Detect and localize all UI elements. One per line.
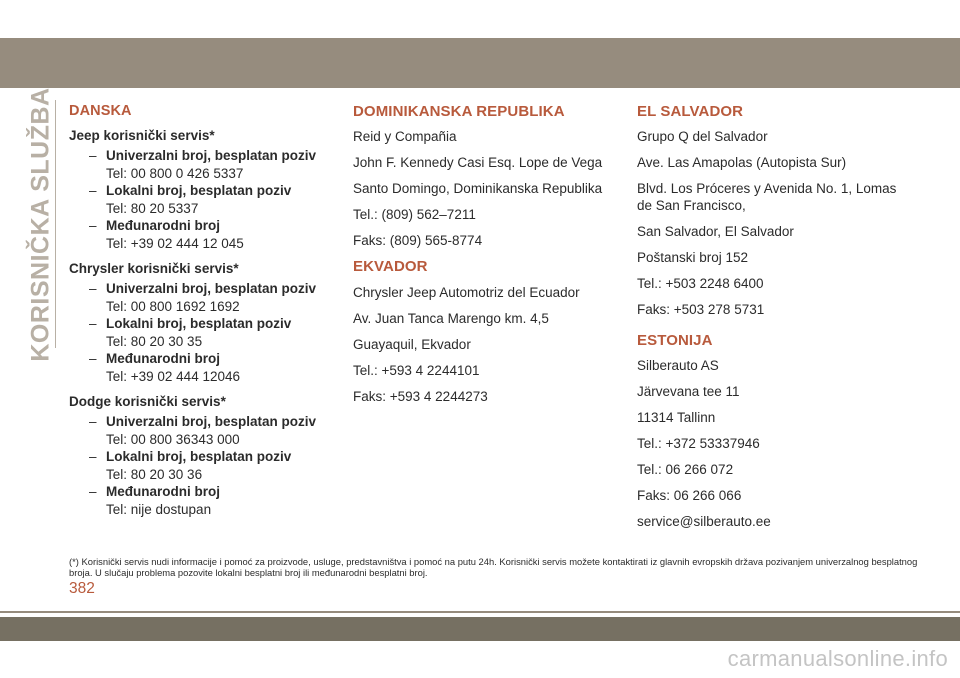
heading-el-salvador: EL SALVADOR (637, 103, 744, 120)
address-line: 11314 Tallinn (637, 410, 716, 426)
bottom-band (0, 617, 960, 641)
address-line: Reid y Compañia (353, 129, 457, 144)
postal-line: Poštanski broj 152 (637, 250, 749, 266)
contact-entry (69, 413, 339, 448)
entry-name: Lokalni broj, besplatan poziv (106, 449, 292, 464)
bottom-rule (0, 611, 960, 613)
entry-phone: Tel: 00 800 1692 1692 (106, 298, 240, 314)
address-line: Guayaquil, Ekvador (353, 337, 471, 352)
entry-phone: Tel: 80 20 5337 (106, 200, 199, 216)
address-line: John F. Kennedy Casi Esq. Lope de Vega (353, 155, 603, 170)
heading-ekvador: EKVADOR (353, 258, 428, 275)
phone-line: Tel.: (809) 562–7211 (353, 207, 476, 222)
entry-name: Međunarodni broj (106, 351, 220, 366)
column-danska (69, 103, 339, 518)
entry-name: Međunarodni broj (106, 484, 220, 499)
fax-line: Faks: 06 266 066 (637, 487, 742, 503)
entry-name: Lokalni broj, besplatan poziv (106, 316, 292, 331)
entry-phone: Tel: nije dostupan (106, 501, 212, 517)
dash-bullet: – (89, 183, 97, 198)
contact-entry (69, 350, 339, 385)
address-line: Grupo Q del Salvador (637, 129, 768, 144)
fax-line: Faks: +593 4 2244273 (353, 389, 488, 404)
entry-phone: Tel: 00 800 0 426 5337 (106, 165, 244, 181)
entry-phone: Tel: 00 800 36343 000 (106, 431, 240, 447)
contact-entry (69, 280, 339, 315)
contact-entry (69, 147, 339, 182)
heading-danska: DANSKA (69, 103, 132, 119)
entry-phone: Tel: +39 02 444 12 045 (106, 235, 244, 251)
entry-name: Međunarodni broj (106, 218, 220, 233)
group-jeep (69, 127, 339, 252)
dash-bullet: – (89, 414, 97, 429)
phone-line: Tel.: 06 266 072 (637, 461, 734, 477)
phone-line: Tel.: +593 4 2244101 (353, 363, 480, 378)
group-chrysler (69, 260, 339, 385)
address-line: Av. Juan Tanca Marengo km. 4,5 (353, 311, 549, 326)
group-title: Chrysler korisnički servis* (69, 261, 239, 276)
entry-phone: Tel: 80 20 30 35 (106, 333, 203, 349)
contact-entry (69, 182, 339, 217)
address-line: Chrysler Jeep Automotriz del Ecuador (353, 285, 580, 300)
side-divider (55, 100, 56, 348)
contact-entry (69, 315, 339, 350)
footnote: (*) Korisnički servis nudi informacije i pomoć za proizvode, usluge, predstavništva i pomoć na putu 24h. Korisnički servis možete kontaktirati iz glavnih evropskih država pozivanjem univerzalnog besplatnog broja. U slučaju problema pozovite lokalni besplatni broj ili međunarodni besplatni broj. (69, 556, 918, 578)
heading-dominikanska-republika: DOMINIKANSKA REPUBLIKA (353, 103, 565, 120)
address-line: Santo Domingo, Dominikanska Republika (353, 181, 603, 196)
address-line: Järvevana tee 11 (637, 384, 740, 400)
entry-name: Univerzalni broj, besplatan poziv (106, 414, 317, 429)
entry-phone: Tel: 80 20 30 36 (106, 466, 203, 482)
contact-entry (69, 483, 339, 518)
column-dominikanska-ekvador (353, 103, 628, 414)
page-number: 382 (69, 580, 95, 597)
side-section-title-text: KORISNIČKA SLUŽBA (26, 86, 55, 362)
top-band (0, 38, 960, 88)
group-title: Dodge korisnički servis* (69, 394, 226, 409)
dash-bullet: – (89, 449, 97, 464)
dash-bullet: – (89, 316, 97, 331)
column-salvador-estonija (637, 103, 937, 539)
dash-bullet: – (89, 148, 97, 163)
email-line: service@silberauto.ee (637, 513, 771, 529)
heading-estonija: ESTONIJA (637, 332, 713, 350)
phone-line: Tel.: +503 2248 6400 (637, 275, 764, 291)
contact-entry (69, 217, 339, 252)
group-dodge (69, 393, 339, 518)
side-section-title (26, 86, 56, 362)
contact-entry (69, 448, 339, 483)
entry-phone: Tel: +39 02 444 12046 (106, 368, 240, 384)
entry-name: Univerzalni broj, besplatan poziv (106, 281, 317, 296)
address-line: Ave. Las Amapolas (Autopista Sur) (637, 154, 847, 170)
entry-name: Lokalni broj, besplatan poziv (106, 183, 292, 198)
dash-bullet: – (89, 351, 97, 366)
watermark: carmanualsonline.info (727, 646, 948, 671)
group-title: Jeep korisnički servis* (69, 128, 215, 143)
fax-line: Faks: +503 278 5731 (637, 301, 765, 317)
entry-name: Univerzalni broj, besplatan poziv (106, 148, 317, 163)
address-line: San Salvador, El Salvador (637, 224, 794, 240)
address-line: Silberauto AS (637, 358, 719, 374)
phone-line: Tel.: +372 53337946 (637, 436, 760, 452)
address-line: Blvd. Los Próceres y Avenida No. 1, Lomas de San Francisco, (637, 180, 897, 214)
dash-bullet: – (89, 218, 97, 233)
fax-line: Faks: (809) 565-8774 (353, 233, 483, 248)
dash-bullet: – (89, 484, 97, 499)
dash-bullet: – (89, 281, 97, 296)
